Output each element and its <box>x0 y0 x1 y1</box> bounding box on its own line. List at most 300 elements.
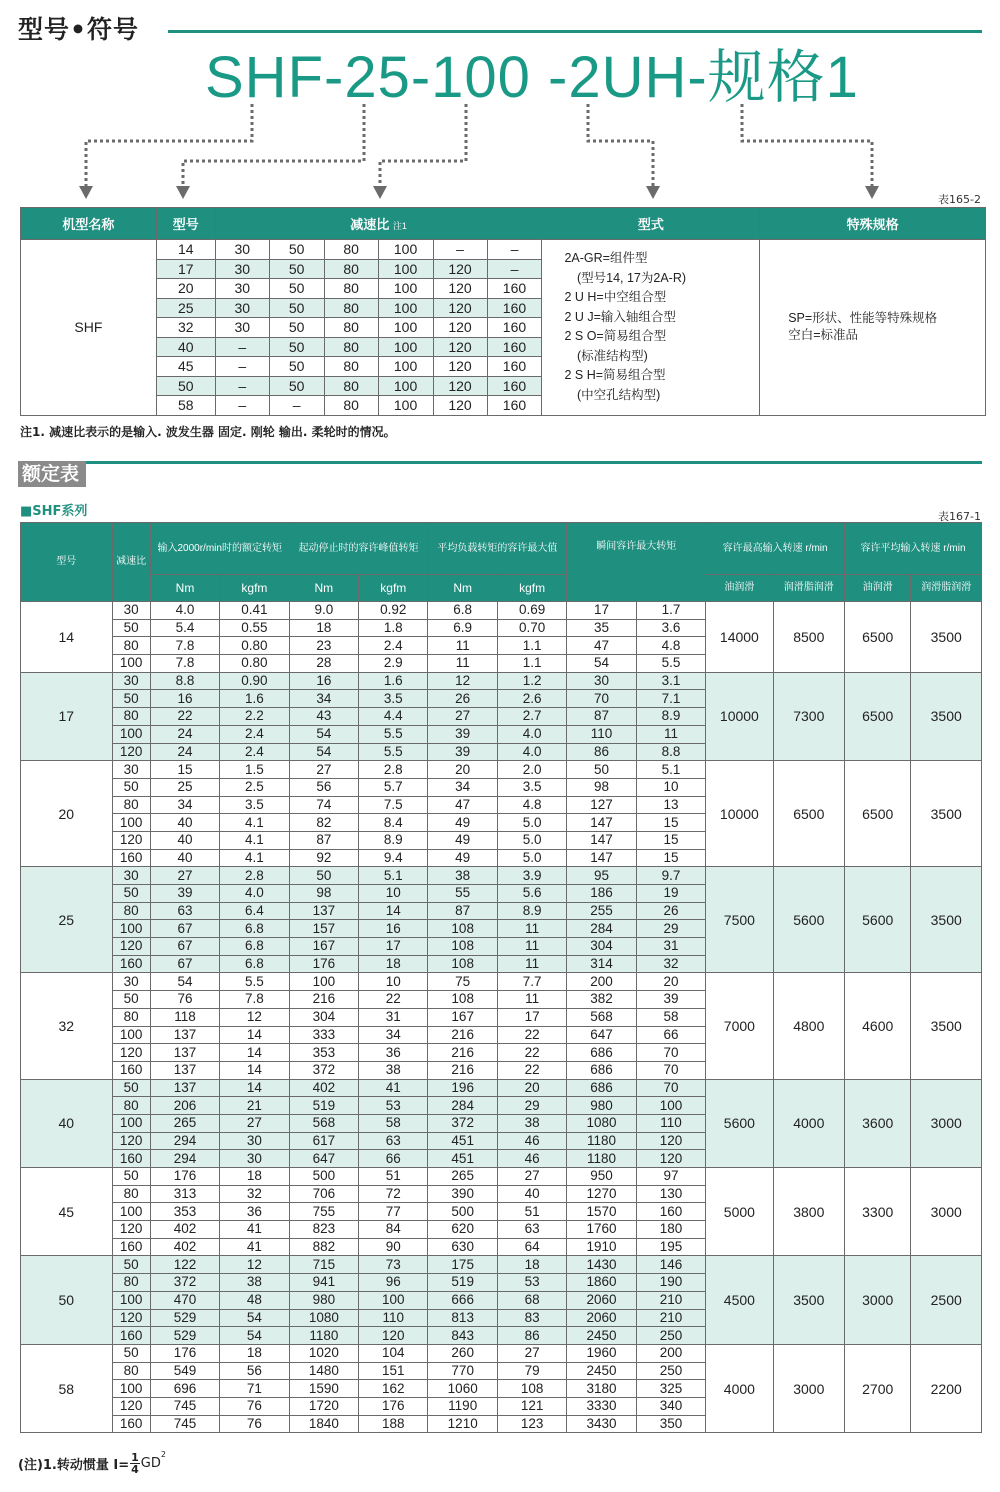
torque-cell: 7.1 <box>636 690 705 708</box>
torque-cell: 4.0 <box>497 743 566 761</box>
torque-cell: 63 <box>150 902 219 920</box>
unit-nm: Nm <box>150 575 219 602</box>
ratio-cell: 100 <box>378 396 433 416</box>
torque-cell: 87 <box>428 902 497 920</box>
torque-cell: 6.9 <box>428 619 497 637</box>
ratio-cell: – <box>215 357 269 377</box>
torque-cell: 4.0 <box>150 602 219 620</box>
ratio-cell: 50 <box>269 279 324 299</box>
torque-cell: 137 <box>150 1044 219 1062</box>
ratio-cell: 160 <box>487 318 542 338</box>
ratio-cell: 30 <box>112 761 150 779</box>
torque-cell: 137 <box>150 1079 219 1097</box>
torque-cell: 4.0 <box>497 725 566 743</box>
ratio-cell: 160 <box>487 376 542 396</box>
model-cell: 25 <box>21 867 113 973</box>
torque-cell: 18 <box>220 1168 289 1186</box>
section-title-rating-table: 额定表 <box>18 461 86 487</box>
torque-cell: 41 <box>359 1079 428 1097</box>
torque-cell: 176 <box>150 1344 219 1362</box>
footnote-suffix: GD <box>140 1456 161 1471</box>
torque-cell: 770 <box>428 1362 497 1380</box>
torque-cell: 382 <box>567 991 636 1009</box>
torque-cell: 941 <box>289 1274 358 1292</box>
torque-cell: 27 <box>289 761 358 779</box>
torque-cell: 34 <box>359 1026 428 1044</box>
header-peak-torque: 起动停止时的容许峰值转矩 <box>289 523 428 575</box>
torque-cell: 17 <box>567 602 636 620</box>
ratio-cell: 100 <box>112 920 150 938</box>
model-cell: 45 <box>21 1168 113 1256</box>
speed-cell: 7500 <box>706 867 773 973</box>
torque-cell: 255 <box>567 902 636 920</box>
ratio-cell: 30 <box>112 973 150 991</box>
torque-cell: 12 <box>428 672 497 690</box>
torque-cell: 745 <box>150 1397 219 1415</box>
torque-cell: 38 <box>428 867 497 885</box>
speed-cell: 3500 <box>911 973 982 1079</box>
torque-cell: 1760 <box>567 1221 636 1239</box>
torque-cell: 195 <box>636 1238 705 1256</box>
torque-cell: 260 <box>428 1344 497 1362</box>
torque-cell: 70 <box>636 1061 705 1079</box>
torque-cell: 6.8 <box>428 602 497 620</box>
torque-cell: 3.1 <box>636 672 705 690</box>
torque-cell: 1430 <box>567 1256 636 1274</box>
torque-cell: 7.5 <box>359 796 428 814</box>
arrow-special <box>742 104 872 188</box>
speed-cell: 2700 <box>845 1344 911 1432</box>
torque-cell: 0.92 <box>359 602 428 620</box>
model-cell: 40 <box>21 1079 113 1167</box>
model-code-example: SHF-25-100 -2UH-规格1 <box>205 45 859 110</box>
table-row <box>21 1256 982 1274</box>
torque-cell: 34 <box>150 796 219 814</box>
speed-cell: 10000 <box>706 672 773 760</box>
torque-cell: 64 <box>497 1238 566 1256</box>
torque-cell: 98 <box>289 885 358 903</box>
arrow-ratio <box>380 104 466 188</box>
torque-cell: 108 <box>428 920 497 938</box>
torque-cell: 372 <box>428 1114 497 1132</box>
torque-cell: 24 <box>150 725 219 743</box>
ratio-cell: 160 <box>112 1415 150 1433</box>
ratio-cell: 50 <box>269 357 324 377</box>
model-cell: 58 <box>21 1344 113 1432</box>
size-cell: 58 <box>156 396 215 416</box>
special-line: 空白=标准品 <box>788 328 859 343</box>
ratio-cell: 100 <box>112 1114 150 1132</box>
speed-cell: 3000 <box>911 1079 982 1167</box>
torque-cell: 11 <box>428 637 497 655</box>
torque-cell: 176 <box>289 955 358 973</box>
torque-cell: 2.0 <box>497 761 566 779</box>
ratio-cell: – <box>215 376 269 396</box>
torque-cell: 108 <box>428 991 497 1009</box>
ratio-cell: 80 <box>112 796 150 814</box>
torque-cell: 8.8 <box>150 672 219 690</box>
torque-cell: 313 <box>150 1185 219 1203</box>
torque-cell: 176 <box>150 1168 219 1186</box>
ratio-cell: 100 <box>378 298 433 318</box>
torque-cell: 43 <box>289 708 358 726</box>
torque-cell: 1270 <box>567 1185 636 1203</box>
torque-cell: 519 <box>428 1274 497 1292</box>
torque-cell: 206 <box>150 1097 219 1115</box>
speed-cell: 4000 <box>773 1079 844 1167</box>
ratio-cell: 120 <box>112 1309 150 1327</box>
size-cell: 32 <box>156 318 215 338</box>
torque-cell: 402 <box>289 1079 358 1097</box>
ratio-cell: 120 <box>433 318 487 338</box>
ratio-cell: 160 <box>487 357 542 377</box>
torque-cell: 30 <box>567 672 636 690</box>
unit-kgfm: kgfm <box>359 575 428 602</box>
torque-cell: 686 <box>567 1079 636 1097</box>
model-cell: 20 <box>21 761 113 867</box>
ratio-cell: 50 <box>269 298 324 318</box>
ratio-cell: 50 <box>269 259 324 279</box>
torque-cell: 1180 <box>289 1327 358 1345</box>
torque-cell: 666 <box>428 1291 497 1309</box>
size-cell: 17 <box>156 259 215 279</box>
torque-cell: 250 <box>636 1327 705 1345</box>
ratio-cell: 160 <box>487 298 542 318</box>
speed-cell: 3600 <box>845 1079 911 1167</box>
section-divider-2 <box>86 461 982 464</box>
torque-cell: 2.2 <box>220 708 289 726</box>
torque-cell: 1180 <box>567 1150 636 1168</box>
torque-cell: 5.1 <box>636 761 705 779</box>
torque-cell: 137 <box>150 1061 219 1079</box>
ratio-cell: 120 <box>112 1221 150 1239</box>
model-group <box>21 973 982 1079</box>
model-cell: 14 <box>21 602 113 673</box>
torque-cell: 19 <box>636 885 705 903</box>
rating-table <box>20 522 982 1433</box>
torque-cell: 39 <box>428 743 497 761</box>
torque-cell: 5.0 <box>497 814 566 832</box>
ratio-cell: 30 <box>215 298 269 318</box>
speed-cell: 3300 <box>845 1168 911 1256</box>
ratio-cell: 100 <box>112 814 150 832</box>
torque-cell: 4.1 <box>220 831 289 849</box>
ratio-cell: 120 <box>112 1132 150 1150</box>
torque-cell: 32 <box>220 1185 289 1203</box>
torque-cell: 120 <box>636 1132 705 1150</box>
torque-cell: 9.4 <box>359 849 428 867</box>
torque-cell: 10 <box>359 973 428 991</box>
speed-cell: 6500 <box>845 672 911 760</box>
torque-cell: 11 <box>636 725 705 743</box>
torque-cell: 41 <box>220 1221 289 1239</box>
footnote-fraction <box>130 1452 140 1475</box>
torque-cell: 617 <box>289 1132 358 1150</box>
torque-cell: 647 <box>289 1150 358 1168</box>
torque-cell: 147 <box>567 814 636 832</box>
ratio-cell: 100 <box>112 655 150 673</box>
torque-cell: 58 <box>359 1114 428 1132</box>
torque-cell: 265 <box>150 1114 219 1132</box>
torque-cell: 4.1 <box>220 814 289 832</box>
type-line: 2 S O=简易组合型 <box>564 329 667 344</box>
ratio-cell: 120 <box>433 259 487 279</box>
footnote-prefix: (注)1.转动惯量 I= <box>18 1458 130 1473</box>
torque-cell: 74 <box>289 796 358 814</box>
torque-cell: 53 <box>359 1097 428 1115</box>
torque-cell: 745 <box>150 1415 219 1433</box>
ratio-cell: – <box>215 337 269 357</box>
ratio-cell: 100 <box>378 240 433 260</box>
torque-cell: 1020 <box>289 1344 358 1362</box>
ratio-cell: – <box>433 240 487 260</box>
torque-cell: 1.5 <box>220 761 289 779</box>
unit-nm: Nm <box>428 575 497 602</box>
torque-cell: 7.8 <box>220 991 289 1009</box>
torque-cell: 1.6 <box>220 690 289 708</box>
torque-cell: 175 <box>428 1256 497 1274</box>
torque-cell: 4.8 <box>636 637 705 655</box>
ratio-note-ref: 注1 <box>392 221 407 231</box>
torque-cell: 50 <box>567 761 636 779</box>
speed-cell: 7000 <box>706 973 773 1079</box>
torque-cell: 29 <box>636 920 705 938</box>
model-group <box>21 602 982 673</box>
ratio-cell: 80 <box>324 259 378 279</box>
torque-cell: 51 <box>497 1203 566 1221</box>
torque-cell: 6.8 <box>220 938 289 956</box>
torque-cell: 104 <box>359 1344 428 1362</box>
torque-cell: 706 <box>289 1185 358 1203</box>
torque-cell: 127 <box>567 796 636 814</box>
torque-cell: 47 <box>567 637 636 655</box>
speed-cell: 5000 <box>706 1168 773 1256</box>
torque-cell: 10 <box>636 778 705 796</box>
torque-cell: 26 <box>428 690 497 708</box>
torque-cell: 36 <box>359 1044 428 1062</box>
torque-cell: 5.5 <box>359 725 428 743</box>
torque-cell: 1590 <box>289 1380 358 1398</box>
torque-cell: 55 <box>428 885 497 903</box>
header-max-speed: 容许最高输入转速 r/min <box>706 523 845 575</box>
torque-cell: 49 <box>428 849 497 867</box>
torque-cell: 70 <box>636 1079 705 1097</box>
model-group <box>21 1344 982 1432</box>
torque-cell: 843 <box>428 1327 497 1345</box>
ratio-cell: 100 <box>378 376 433 396</box>
ratio-cell: 160 <box>487 337 542 357</box>
ratio-cell: 50 <box>112 778 150 796</box>
torque-cell: 137 <box>150 1026 219 1044</box>
ratio-cell: 160 <box>112 849 150 867</box>
ratio-cell: 80 <box>324 357 378 377</box>
ratio-cell: 80 <box>112 1274 150 1292</box>
speed-cell: 4600 <box>845 973 911 1079</box>
speed-cell: 2500 <box>911 1256 982 1344</box>
ratio-cell: 30 <box>215 259 269 279</box>
torque-cell: 176 <box>359 1397 428 1415</box>
torque-cell: 2.7 <box>497 708 566 726</box>
speed-cell: 10000 <box>706 761 773 867</box>
arrow-type <box>588 104 653 188</box>
ratio-cell: 30 <box>215 240 269 260</box>
type-line: 2A-GR=组件型 <box>564 251 648 266</box>
speed-cell: 4800 <box>773 973 844 1079</box>
torque-cell: 66 <box>636 1026 705 1044</box>
torque-cell: 186 <box>567 885 636 903</box>
torque-cell: 49 <box>428 814 497 832</box>
torque-cell: 56 <box>220 1362 289 1380</box>
table-row <box>21 602 982 620</box>
torque-cell: 100 <box>359 1291 428 1309</box>
speed-cell: 3500 <box>773 1256 844 1344</box>
ratio-cell: 30 <box>215 279 269 299</box>
torque-cell: 0.41 <box>220 602 289 620</box>
torque-cell: 58 <box>636 1008 705 1026</box>
torque-cell: 48 <box>220 1291 289 1309</box>
torque-cell: 1.1 <box>497 655 566 673</box>
fraction-denominator: 4 <box>131 1463 139 1476</box>
torque-cell: 54 <box>220 1309 289 1327</box>
speed-cell: 3500 <box>911 602 982 673</box>
torque-cell: 2.4 <box>359 637 428 655</box>
speed-cell: 4000 <box>706 1344 773 1432</box>
torque-cell: 216 <box>428 1061 497 1079</box>
torque-cell: 18 <box>497 1256 566 1274</box>
ratio-cell: 50 <box>112 690 150 708</box>
torque-cell: 53 <box>497 1274 566 1292</box>
speed-cell: 6500 <box>773 761 844 867</box>
ratio-cell: 50 <box>269 337 324 357</box>
torque-cell: 22 <box>359 991 428 1009</box>
torque-cell: 755 <box>289 1203 358 1221</box>
type-line: (中空孔结构型) <box>564 387 661 402</box>
torque-cell: 980 <box>567 1097 636 1115</box>
torque-cell: 11 <box>428 655 497 673</box>
torque-cell: 0.55 <box>220 619 289 637</box>
torque-cell: 390 <box>428 1185 497 1203</box>
ratio-cell: 120 <box>433 396 487 416</box>
model-name-cell: SHF <box>21 240 157 416</box>
torque-cell: 77 <box>359 1203 428 1221</box>
torque-cell: 100 <box>289 973 358 991</box>
torque-cell: 8.9 <box>497 902 566 920</box>
torque-cell: 265 <box>428 1168 497 1186</box>
torque-cell: 210 <box>636 1291 705 1309</box>
ratio-cell: 100 <box>378 318 433 338</box>
torque-cell: 3330 <box>567 1397 636 1415</box>
torque-cell: 56 <box>289 778 358 796</box>
speed-cell: 3000 <box>773 1344 844 1432</box>
ratio-cell: 80 <box>112 1362 150 1380</box>
torque-cell: 120 <box>636 1150 705 1168</box>
torque-cell: 79 <box>497 1362 566 1380</box>
torque-cell: 16 <box>150 690 219 708</box>
torque-cell: 5.6 <box>497 885 566 903</box>
inertia-footnote <box>18 1452 166 1475</box>
torque-cell: 1840 <box>289 1415 358 1433</box>
speed-cell: 3000 <box>845 1256 911 1344</box>
torque-cell: 31 <box>636 938 705 956</box>
torque-cell: 38 <box>220 1274 289 1292</box>
torque-cell: 1190 <box>428 1397 497 1415</box>
torque-cell: 40 <box>497 1185 566 1203</box>
torque-cell: 66 <box>359 1150 428 1168</box>
torque-cell: 190 <box>636 1274 705 1292</box>
torque-cell: 294 <box>150 1132 219 1150</box>
header-size: 型号 <box>156 208 215 240</box>
torque-cell: 3.9 <box>497 867 566 885</box>
torque-cell: 500 <box>428 1203 497 1221</box>
ratio-cell: 80 <box>324 376 378 396</box>
torque-cell: 17 <box>497 1008 566 1026</box>
torque-cell: 11 <box>497 938 566 956</box>
torque-cell: 49 <box>428 831 497 849</box>
torque-cell: 87 <box>289 831 358 849</box>
torque-cell: 21 <box>220 1097 289 1115</box>
table-row <box>21 973 982 991</box>
torque-cell: 122 <box>150 1256 219 1274</box>
ratio-cell: 80 <box>112 902 150 920</box>
torque-cell: 31 <box>359 1008 428 1026</box>
torque-cell: 84 <box>359 1221 428 1239</box>
torque-cell: 68 <box>497 1291 566 1309</box>
torque-cell: 882 <box>289 1238 358 1256</box>
type-line: (型号14, 17为2A-R) <box>564 270 687 285</box>
torque-cell: 54 <box>289 725 358 743</box>
ratio-cell: 80 <box>112 1008 150 1026</box>
torque-cell: 0.70 <box>497 619 566 637</box>
speed-cell: 3500 <box>911 761 982 867</box>
torque-cell: 20 <box>497 1079 566 1097</box>
torque-cell: 2.6 <box>497 690 566 708</box>
torque-cell: 51 <box>359 1168 428 1186</box>
torque-cell: 14 <box>359 902 428 920</box>
speed-cell: 6500 <box>845 761 911 867</box>
torque-cell: 72 <box>359 1185 428 1203</box>
torque-cell: 2060 <box>567 1309 636 1327</box>
torque-cell: 23 <box>289 637 358 655</box>
torque-cell: 304 <box>567 938 636 956</box>
torque-cell: 5.5 <box>636 655 705 673</box>
torque-cell: 9.7 <box>636 867 705 885</box>
speed-cell: 3000 <box>911 1168 982 1256</box>
speed-cell: 5600 <box>773 867 844 973</box>
torque-cell: 5.5 <box>359 743 428 761</box>
torque-cell: 216 <box>289 991 358 1009</box>
torque-cell: 20 <box>636 973 705 991</box>
torque-cell: 2060 <box>567 1291 636 1309</box>
table-row <box>21 867 982 885</box>
speed-cell: 6500 <box>845 602 911 673</box>
ratio-cell: 100 <box>378 337 433 357</box>
torque-cell: 50 <box>289 867 358 885</box>
torque-cell: 15 <box>150 761 219 779</box>
torque-cell: 54 <box>220 1327 289 1345</box>
model-group <box>21 867 982 973</box>
special-line: SP=形状、性能等特殊规格 <box>788 311 938 326</box>
torque-cell: 715 <box>289 1256 358 1274</box>
torque-cell: 950 <box>567 1168 636 1186</box>
torque-cell: 2.5 <box>220 778 289 796</box>
torque-cell: 63 <box>497 1221 566 1239</box>
torque-cell: 2.8 <box>359 761 428 779</box>
torque-cell: 1.8 <box>359 619 428 637</box>
ratio-cell: 160 <box>487 279 542 299</box>
torque-cell: 7.8 <box>150 637 219 655</box>
torque-cell: 98 <box>567 778 636 796</box>
torque-cell: 54 <box>567 655 636 673</box>
